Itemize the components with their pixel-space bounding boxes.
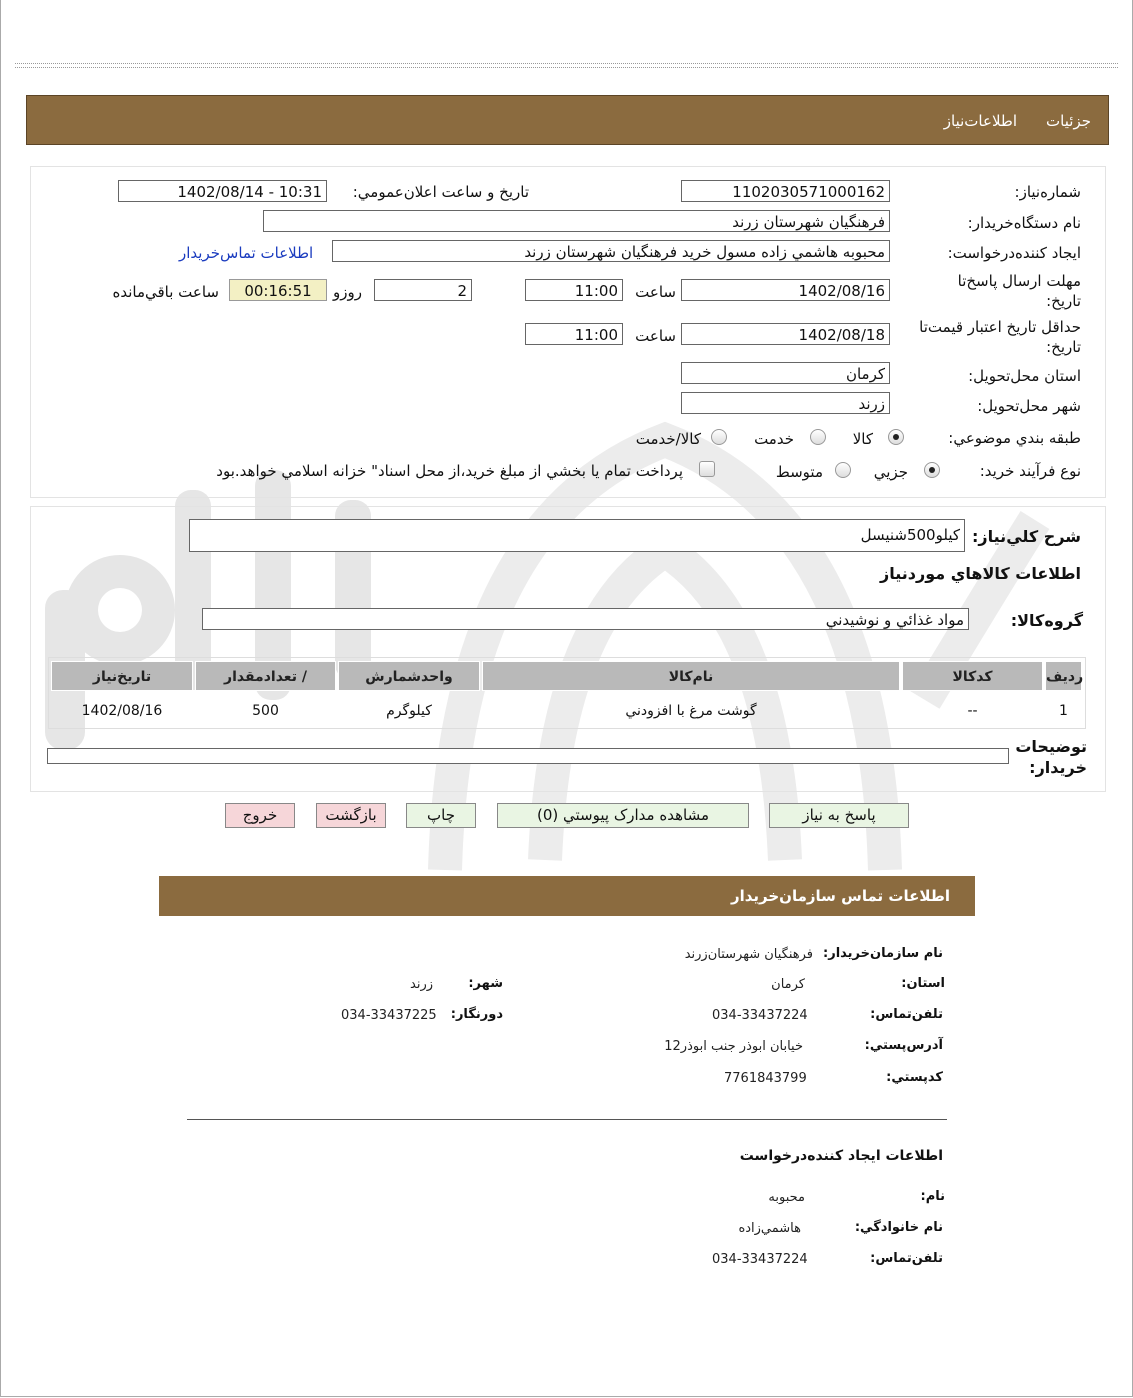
summary-label: شرح کلي‌نياز: bbox=[972, 527, 1081, 546]
contact-phone-value: 034-33437224 bbox=[712, 1008, 808, 1023]
contact-address-label: آدرس‌پستي: bbox=[864, 1038, 943, 1053]
creator-name-value: محبوبه bbox=[768, 1190, 805, 1205]
col-row-header: رديف bbox=[1045, 661, 1082, 691]
buyer-org-label: نام دستگاه‌خريدار: bbox=[967, 214, 1081, 232]
process-minor-label: جزيي bbox=[873, 463, 908, 481]
process-label: نوع فرآيند خريد: bbox=[979, 462, 1081, 480]
price-validity-date-label: تاريخ: bbox=[1046, 338, 1081, 356]
table-cell-date: 1402/08/16 bbox=[81, 703, 163, 719]
need-number-label: شماره‌نياز: bbox=[1014, 183, 1081, 201]
print-button[interactable]: چاپ bbox=[406, 803, 476, 828]
city-field: زرند bbox=[681, 392, 890, 414]
attachments-button[interactable]: مشاهده مدارک پيوستي (0) bbox=[497, 803, 749, 828]
category-service-radio[interactable] bbox=[810, 429, 826, 445]
province-label: استان محل‌تحويل: bbox=[968, 367, 1081, 385]
creator-phone-label: تلفن‌تماس: bbox=[870, 1251, 943, 1266]
contact-city-value: زرند bbox=[410, 977, 433, 992]
creator-info-title: اطلاعات ايجاد کننده‌درخواست bbox=[739, 1148, 943, 1164]
contact-org-label: نام سازمان‌خريدار: bbox=[823, 946, 943, 961]
reply-date-field: 1402/08/16 bbox=[681, 279, 890, 301]
price-time-field: 11:00 bbox=[525, 323, 623, 345]
contact-city-label: شهر: bbox=[468, 976, 503, 991]
goods-section-title: اطلاعات کالاهاي موردنياز bbox=[880, 564, 1081, 583]
category-both-label: کالا/خدمت bbox=[635, 430, 701, 448]
contact-postal-value: 7761843799 bbox=[724, 1071, 807, 1086]
creator-label: ايجاد کننده‌درخواست: bbox=[947, 244, 1081, 262]
contact-postal-label: کدپستي: bbox=[886, 1070, 943, 1085]
col-code-header: کدکالا bbox=[902, 661, 1043, 691]
category-goods-label: کالا bbox=[852, 430, 873, 448]
price-validity-label: حداقل تاريخ اعتبار قيمت‌تا bbox=[919, 318, 1081, 336]
contact-org-value: فرهنگيان شهرستان‌زرند bbox=[684, 947, 813, 962]
reply-deadline-date-label: تاريخ: bbox=[1046, 292, 1081, 310]
contact-address-value: خيابان ابوذر جنب ابوذر12 bbox=[664, 1039, 803, 1054]
table-cell-quantity: 500 bbox=[252, 703, 279, 719]
days-field: 2 bbox=[374, 279, 472, 301]
col-unit-header: واحدشمارش bbox=[338, 661, 480, 691]
contact-title: اطلاعات تماس سازمان‌خريدار bbox=[730, 887, 950, 905]
creator-name-label: نام: bbox=[920, 1189, 945, 1204]
contact-header bbox=[159, 876, 975, 916]
contact-divider bbox=[187, 1119, 947, 1120]
buyer-notes-label: توضيحات bbox=[1015, 737, 1087, 756]
buyer-contact-link[interactable]: اطلاعات تماس‌خريدار bbox=[179, 244, 314, 262]
category-both-radio[interactable] bbox=[711, 429, 727, 445]
buyer-notes-label-2: خريدار: bbox=[1029, 758, 1087, 777]
announce-label: تاريخ و ساعت اعلان‌عمومي: bbox=[352, 183, 529, 201]
creator-field: محبوبه هاشمي زاده مسول خريد فرهنگيان شهرستان زرند bbox=[332, 240, 890, 262]
table-cell-unit: کيلوگرم bbox=[386, 703, 432, 719]
category-service-label: خدمت bbox=[754, 430, 794, 448]
category-label: طبقه بندي موضوعي: bbox=[948, 429, 1081, 447]
province-field: کرمان bbox=[681, 362, 890, 384]
process-medium-label: متوسط bbox=[775, 463, 823, 481]
exit-button[interactable]: خروج bbox=[225, 803, 295, 828]
goods-group-field: مواد غذائي و نوشيدني bbox=[202, 608, 969, 630]
tab-need-info[interactable]: اطلاعات‌نياز bbox=[943, 112, 1017, 130]
table-cell-code: -- bbox=[967, 703, 978, 719]
price-time-label: ساعت bbox=[635, 327, 676, 345]
summary-field: کيلو500شنيسل bbox=[189, 519, 965, 552]
col-quantity-header: تعدادمقدار / bbox=[195, 661, 336, 691]
table-cell-row: 1 bbox=[1059, 703, 1068, 719]
tab-details[interactable]: جزئيات bbox=[1046, 112, 1091, 130]
process-minor-radio[interactable] bbox=[924, 462, 940, 478]
treasury-payment-checkbox[interactable] bbox=[699, 461, 715, 477]
contact-phone-label: تلفن‌تماس: bbox=[870, 1007, 943, 1022]
process-medium-radio[interactable] bbox=[835, 462, 851, 478]
need-number-field: 1102030571000162 bbox=[681, 180, 890, 202]
top-divider bbox=[15, 63, 1118, 68]
reply-deadline-label: مهلت ارسال پاسخ‌تا bbox=[957, 272, 1081, 290]
category-goods-radio[interactable] bbox=[888, 429, 904, 445]
contact-fax-value: 034-33437225 bbox=[341, 1008, 437, 1023]
back-button[interactable]: بازگشت bbox=[316, 803, 386, 828]
treasury-payment-label: پرداخت تمام يا بخشي از مبلغ خريد،از محل اسناد" خزانه اسلامي خواهد.بود bbox=[216, 462, 683, 480]
reply-button[interactable]: پاسخ به نياز bbox=[769, 803, 909, 828]
buyer-notes-field bbox=[47, 748, 1009, 764]
creator-phone-value: 034-33437224 bbox=[712, 1252, 808, 1267]
table-cell-name: گوشت مرغ با افزودني bbox=[625, 703, 757, 719]
goods-group-label: گروه‌کالا: bbox=[1010, 611, 1083, 630]
price-date-field: 1402/08/18 bbox=[681, 323, 890, 345]
remaining-label: ساعت باقي‌مانده bbox=[112, 283, 219, 301]
creator-family-label: نام خانوادگي: bbox=[854, 1220, 943, 1235]
col-name-header: نام‌کالا bbox=[482, 661, 900, 691]
announce-field: 1402/08/14 - 10:31 bbox=[118, 180, 327, 202]
contact-province-value: کرمان bbox=[771, 977, 805, 992]
reply-time-field: 11:00 bbox=[525, 279, 623, 301]
contact-fax-label: دورنگار: bbox=[450, 1007, 503, 1022]
details-header bbox=[26, 95, 1109, 145]
creator-family-value: هاشمي‌زاده bbox=[738, 1221, 801, 1236]
day-and-label: روزو bbox=[333, 283, 362, 301]
city-label: شهر محل‌تحويل: bbox=[977, 397, 1081, 415]
contact-province-label: استان: bbox=[901, 976, 945, 991]
reply-time-label: ساعت bbox=[635, 283, 676, 301]
col-date-header: تاريخ‌نياز bbox=[51, 661, 193, 691]
remaining-timer: 00:16:51 bbox=[229, 279, 327, 301]
buyer-org-field: فرهنگيان شهرستان زرند bbox=[263, 210, 890, 232]
